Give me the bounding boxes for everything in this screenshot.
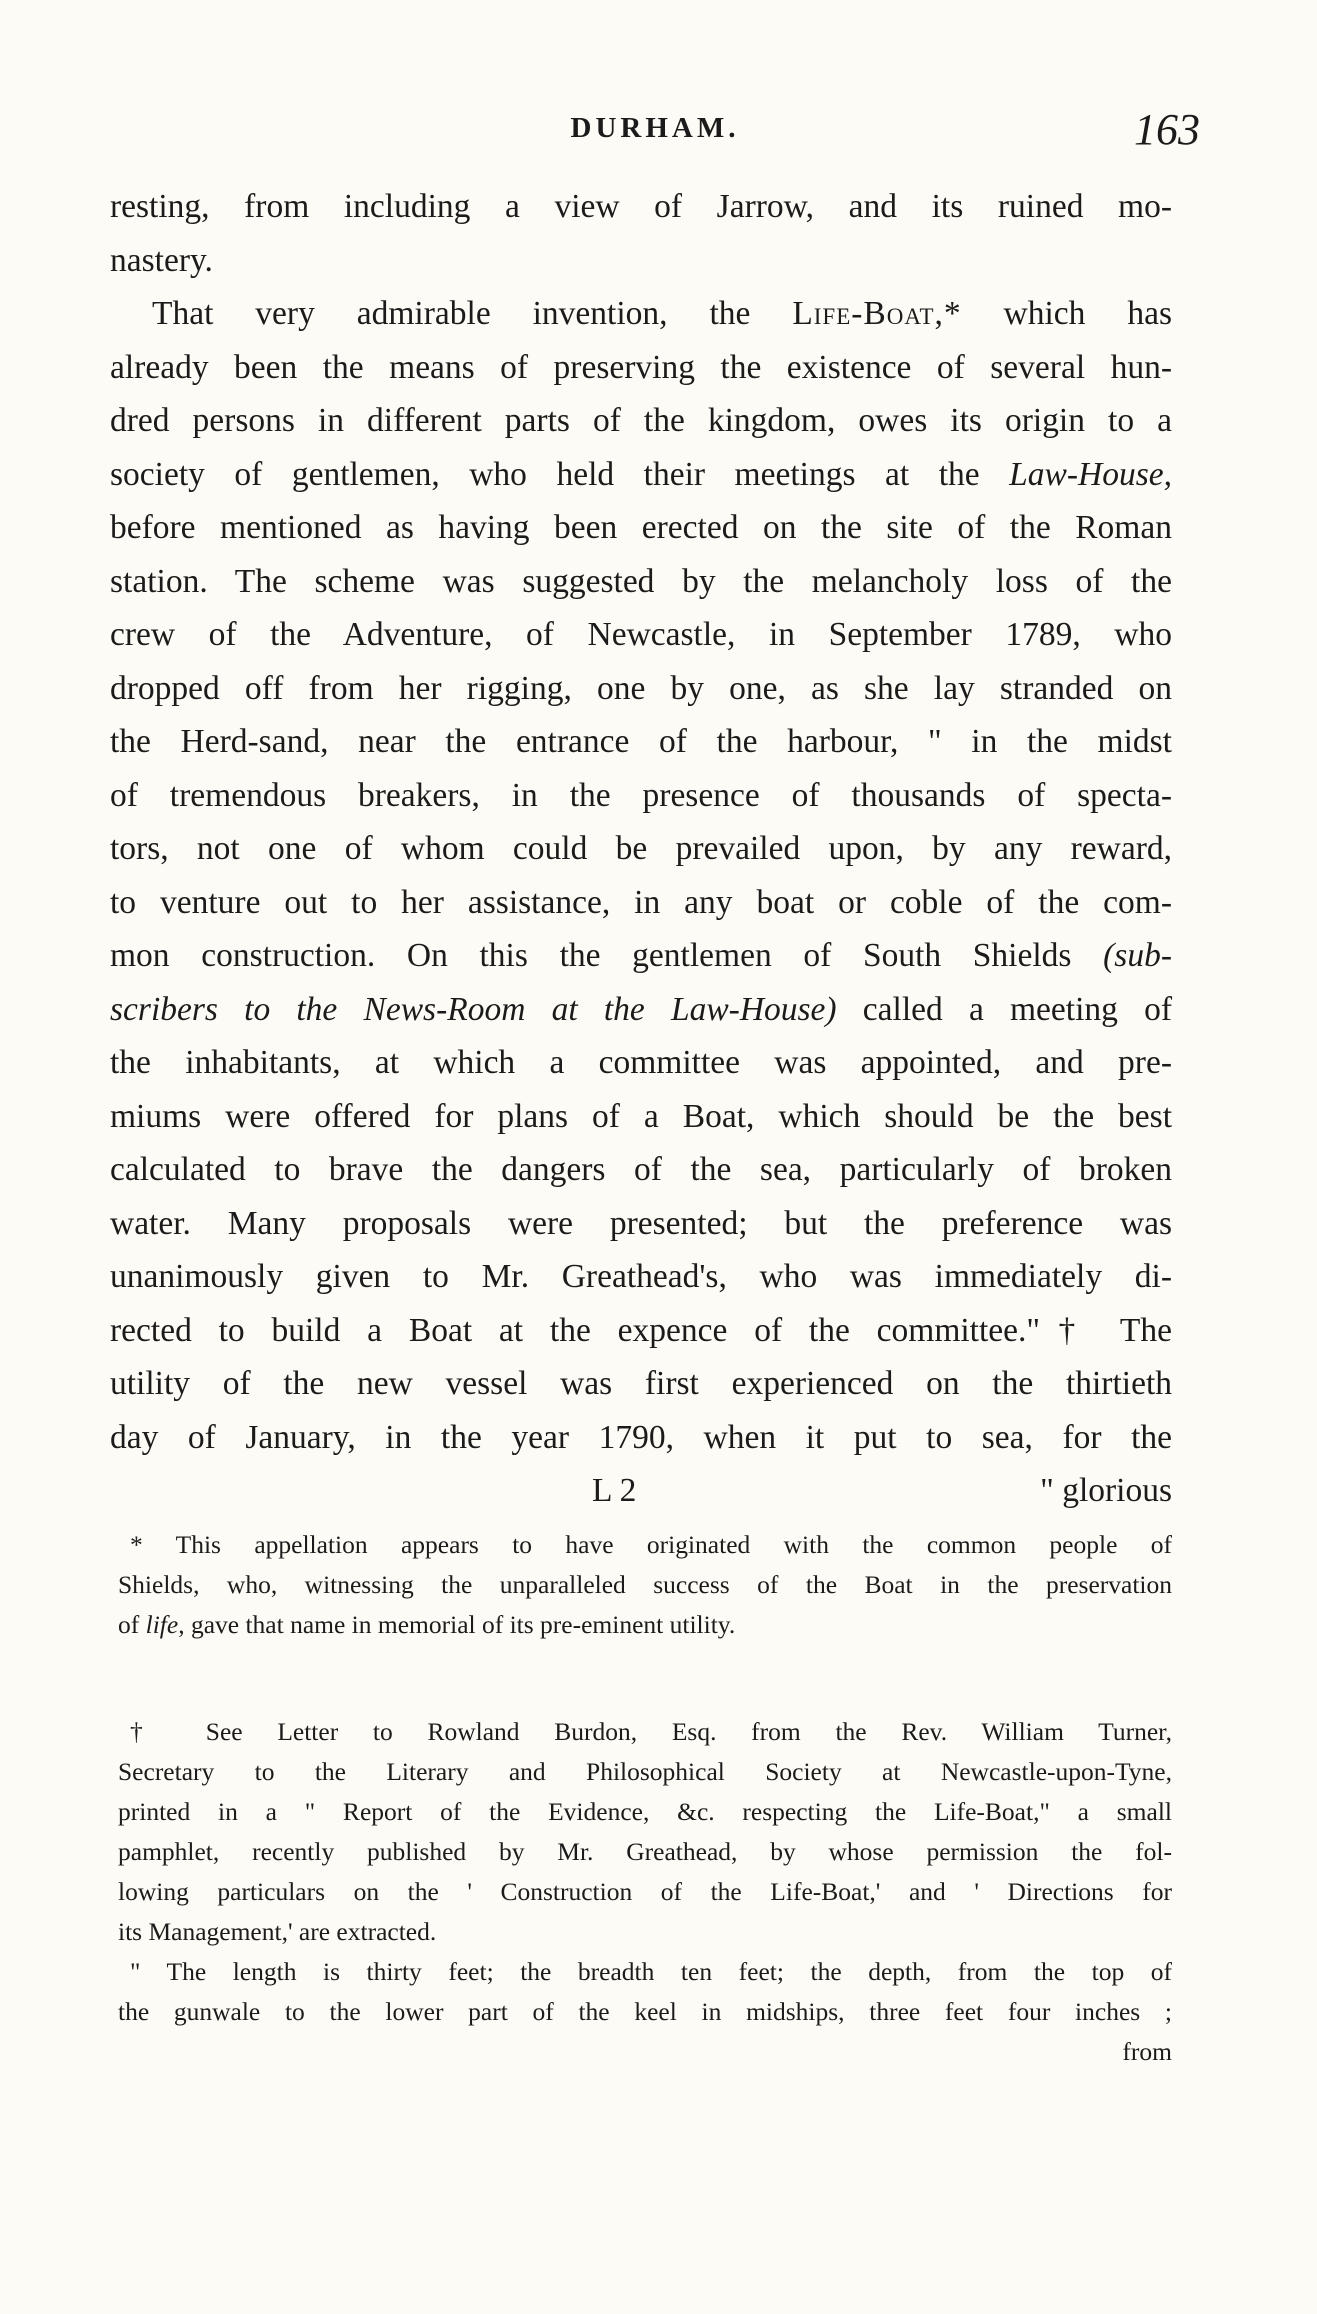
text-line: miums were offered for plans of a Boat, which should be the best (110, 1097, 1172, 1135)
text-line (110, 287, 1172, 341)
text-span: called a meeting of (836, 990, 1173, 1028)
italic-span: (sub- (1103, 937, 1172, 974)
text-line: unanimously given to Mr. Greathead's, who was immediately di- (110, 1258, 1172, 1295)
text-line: to venture out to her assistance, in any boat or coble of the com- (110, 883, 1172, 921)
text-line: nastery. (110, 241, 213, 279)
text-line: rected to build a Boat at the expence of the committee."† The (110, 1311, 1172, 1349)
footnote-line: † See Letter to Rowland Burdon, Esq. from the Rev. William Turner, (130, 1717, 1172, 1746)
text-line: already been the means of preserving the existence of several hun- (110, 348, 1172, 386)
footnote-line: its Management,' are extracted. (118, 1917, 437, 1946)
italic-span: life (145, 1610, 179, 1639)
text-line: utility of the new vessel was first experienced on the thirtieth (110, 1365, 1172, 1402)
text-line: dropped off from her rigging, one by one, as she lay stranded on (110, 669, 1172, 707)
text-line: day of January, in the year 1790, when it put to sea, for the (110, 1418, 1172, 1456)
text-line: tors, not one of whom could be prevailed upon, by any reward, (110, 830, 1172, 867)
page-number: 163 (1134, 105, 1200, 154)
footnote-line: Shields, who, witnessing the unparalleled success of the Boat in the preservation (118, 1570, 1172, 1599)
footnote-line: lowing particulars on the ' Construction of the Life-Boat,' and ' Directions for (118, 1877, 1172, 1906)
italic-span: scribers to the News-Room at the Law-House) (110, 990, 837, 1028)
text-line: resting, from including a view of Jarrow, and its ruined mo- (110, 188, 1172, 225)
running-head: DURHAM. (570, 112, 740, 144)
text-span: , gave that name in memorial of its pre-eminent utility. (178, 1610, 736, 1639)
footnote-star (118, 1525, 1172, 1645)
text-span: society of gentlemen, who held their meetings at the (110, 455, 1010, 493)
footnote-line: pamphlet, recently published by Mr. Greathead, by whose permission the fol- (118, 1837, 1172, 1866)
text-line: crew of the Adventure, of Newcastle, in September 1789, who (110, 616, 1172, 653)
text-line: of tremendous breakers, in the presence of thousands of specta- (110, 776, 1172, 814)
main-text (110, 180, 1172, 1518)
catchword: " glorious (1040, 1472, 1172, 1509)
footnote-line: the gunwale to the lower part of the keel in midships, three feet four inches ; (118, 1997, 1172, 2026)
life-boat-term: Life-Boat,* (792, 295, 962, 332)
text-line: the Herd-sand, near the entrance of the harbour, " in the midst (110, 723, 1172, 760)
law-house-term: Law-House, (1009, 455, 1172, 493)
text-line: the inhabitants, at which a committee was appointed, and pre- (110, 1044, 1172, 1081)
text-line: calculated to brave the dangers of the sea, particularly of broken (110, 1151, 1172, 1188)
text-line (110, 983, 1172, 1037)
footnote-catchword: from (1122, 2037, 1172, 2066)
footnote-line: " The length is thirty feet; the breadth ten feet; the depth, from the top of (130, 1957, 1172, 1986)
text-span: of (118, 1610, 146, 1639)
text-line (110, 448, 1172, 502)
footnote-line: Secretary to the Literary and Philosophical Society at Newcastle-upon-Tyne, (118, 1757, 1172, 1786)
footnote-line (118, 1605, 1172, 1645)
text-span: mon construction. On this the gentlemen of South Shields (110, 937, 1104, 974)
text-line: before mentioned as having been erected on the site of the Roman (110, 509, 1172, 546)
text-span: which has (961, 295, 1172, 332)
signature-line (110, 1464, 1172, 1518)
footnote-line: * This appellation appears to have originated with the common people of (130, 1530, 1172, 1559)
text-line: dred persons in different parts of the kingdom, owes its origin to a (110, 402, 1172, 439)
footnote-dagger (118, 1712, 1172, 2072)
text-line (110, 929, 1172, 983)
footnote-line: printed in a " Report of the Evidence, &c. respecting the Life-Boat," a small (118, 1797, 1172, 1826)
text-line: water. Many proposals were presented; but the preference was (110, 1204, 1172, 1242)
signature-mark: L 2 (592, 1472, 637, 1509)
page-header (110, 105, 1200, 162)
text-line: station. The scheme was suggested by the melancholy loss of the (110, 562, 1172, 600)
text-span: That very admirable invention, the (152, 295, 793, 332)
